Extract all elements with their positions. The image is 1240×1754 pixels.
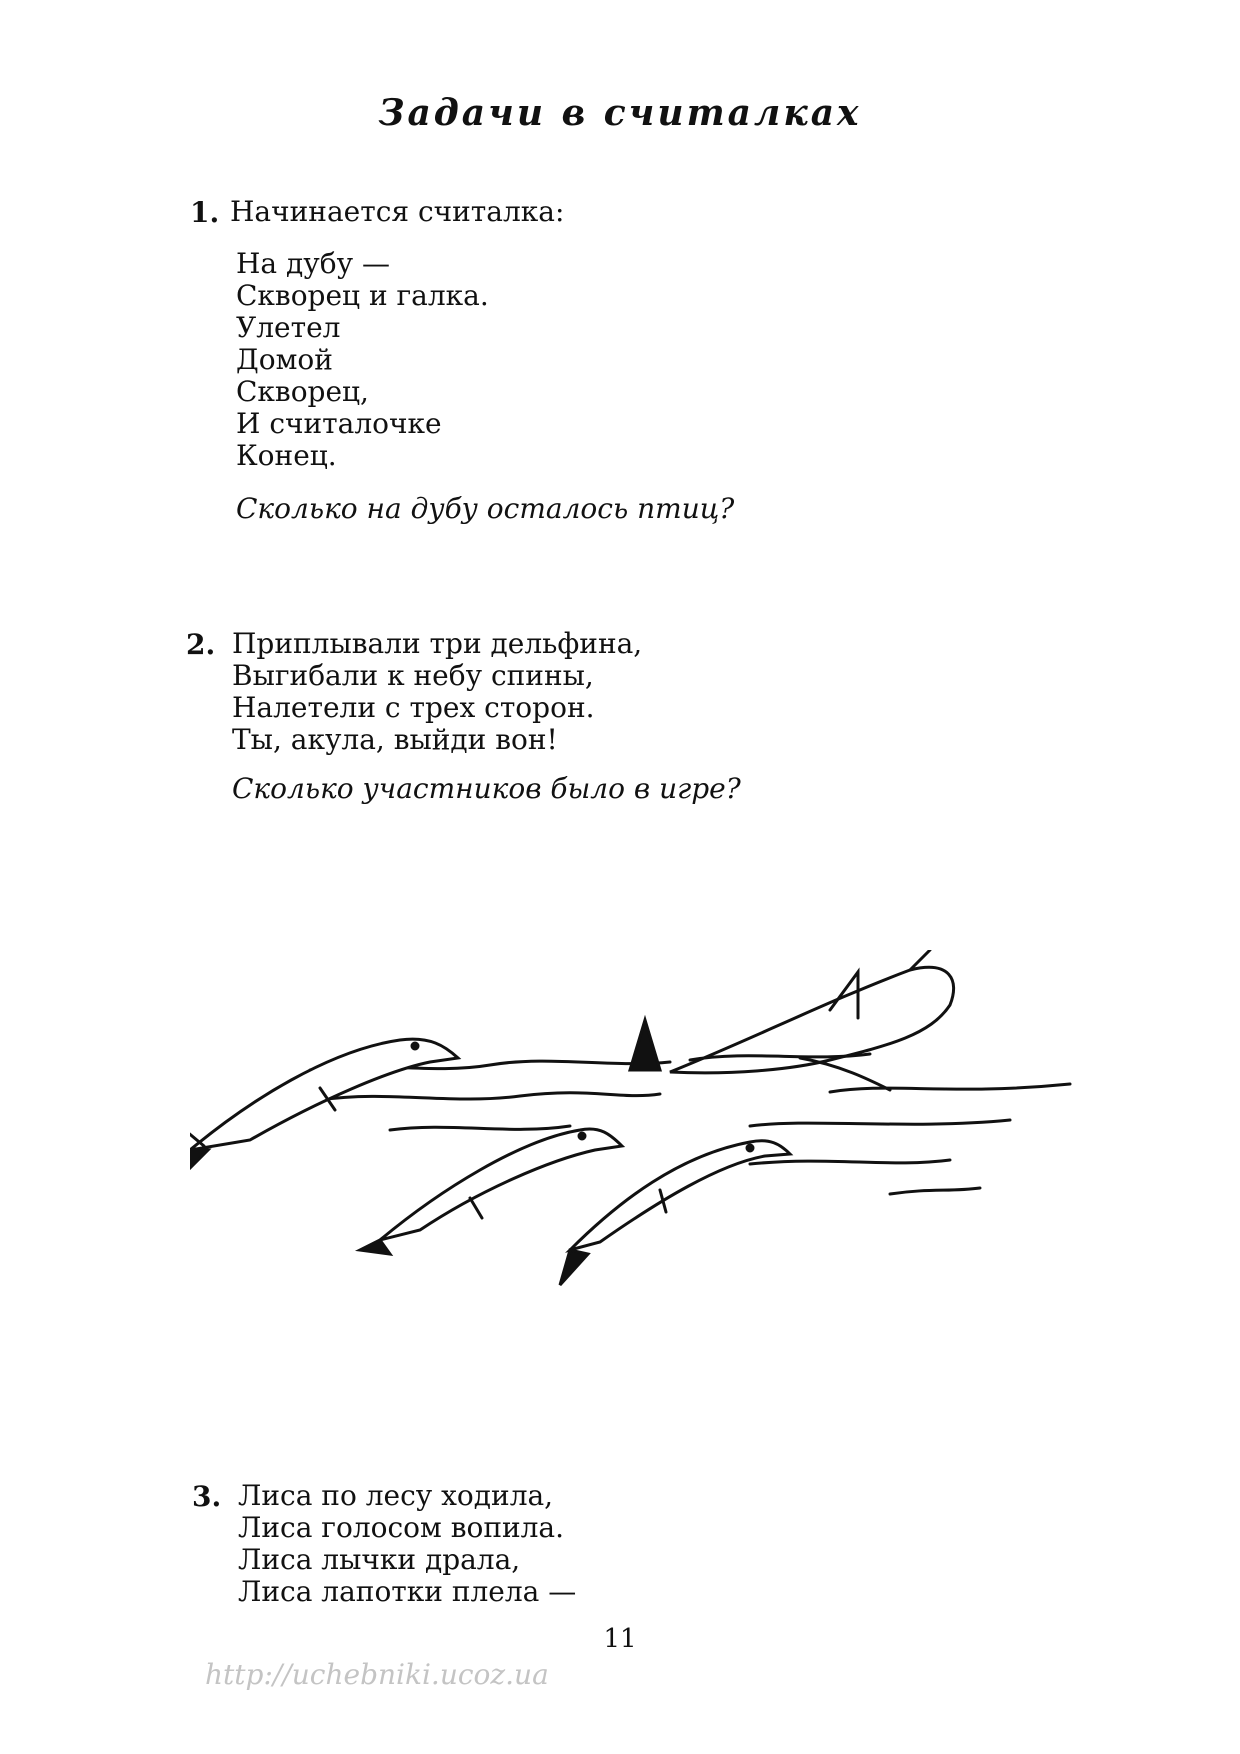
verse-line: Приплывали три дельфина,: [232, 627, 643, 660]
verse-line: Лиса лычки драла,: [238, 1543, 521, 1576]
problem-2-number: 2.: [186, 628, 216, 661]
dolphin-fin: [630, 1020, 660, 1070]
verse-line: Налетели с трех сторон.: [232, 691, 595, 724]
verse-line: Лиса по лесу ходила,: [238, 1479, 554, 1512]
verse-line: Ты, акула, выйди вон!: [232, 723, 558, 756]
problem-1-number: 1.: [190, 196, 220, 229]
verse-line: Домой: [236, 343, 333, 376]
shark: [670, 950, 954, 1090]
problem-1-verse: [236, 248, 489, 472]
verse-line: Скворец и галка.: [236, 279, 489, 312]
dolphin: [190, 1039, 458, 1180]
dolphins-illustration: [190, 950, 1110, 1320]
problem-3-number: 3.: [192, 1480, 222, 1513]
verse-line: Лиса голосом вопила.: [238, 1511, 565, 1544]
problem-1-intro: Начинается считалка:: [230, 195, 565, 228]
verse-line: Конец.: [236, 439, 337, 472]
problem-1-question: Сколько на дубу осталось птиц?: [236, 492, 735, 525]
problem-2-question: Сколько участников было в игре?: [232, 772, 741, 805]
verse-line: И считалочке: [236, 407, 442, 440]
problem-3-verse: [238, 1480, 576, 1608]
watermark: http://uchebniki.ucoz.ua: [205, 1658, 549, 1691]
page-number: 11: [603, 1624, 637, 1654]
verse-line: Лиса лапотки плела —: [238, 1575, 577, 1608]
verse-line: Улетел: [236, 311, 341, 344]
verse-line: На дубу —: [236, 247, 390, 280]
page-title: Задачи в считалках: [378, 92, 862, 134]
verse-line: Выгибали к небу спины,: [232, 659, 594, 692]
verse-line: Скворец,: [236, 375, 369, 408]
problem-2-verse: [232, 628, 642, 756]
dolphin: [360, 1129, 622, 1254]
